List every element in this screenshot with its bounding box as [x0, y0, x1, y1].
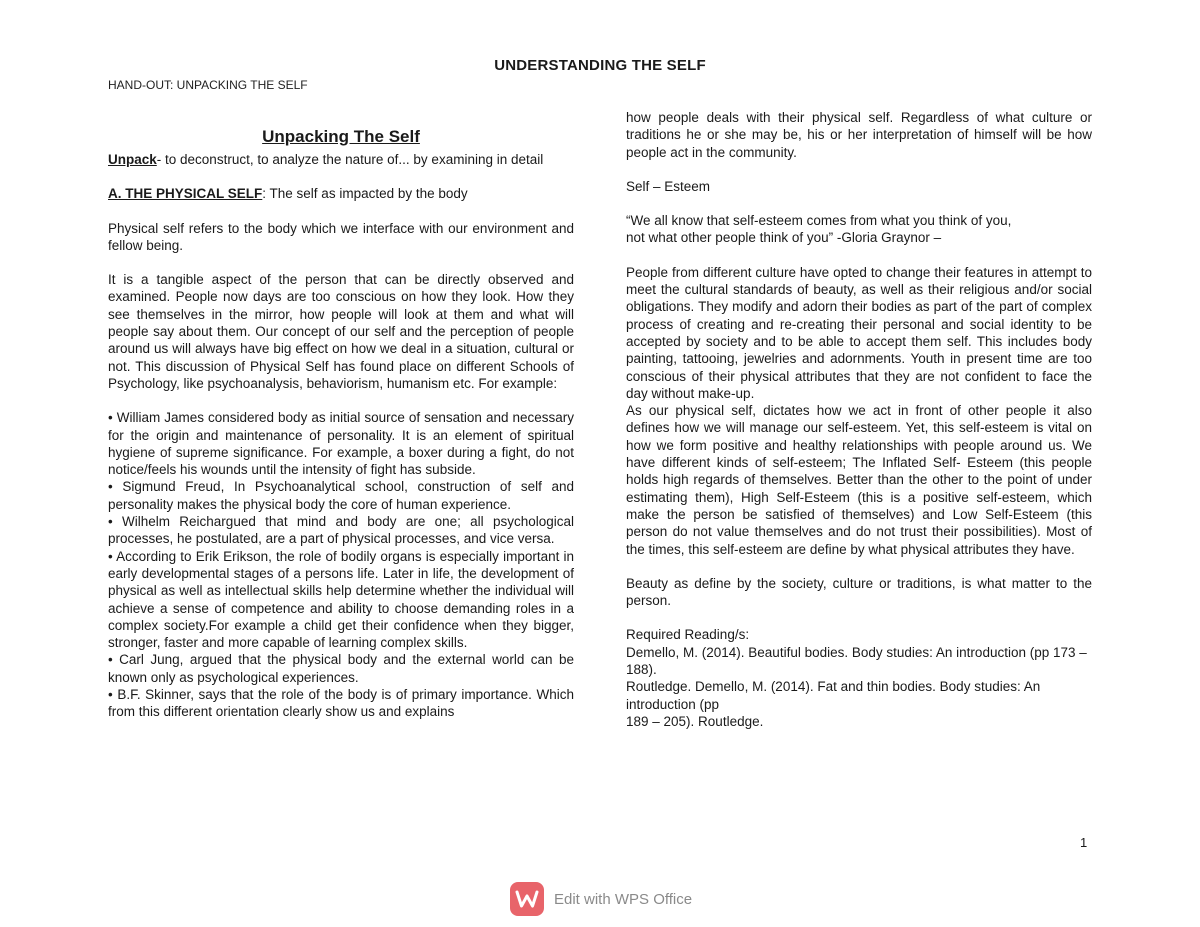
definition-term: Unpack	[108, 152, 157, 167]
paragraph-physical-self: Physical self refers to the body which we interface with our environment and fellow being.	[108, 220, 574, 253]
physical-self-heading	[108, 185, 574, 202]
document-title: UNDERSTANDING THE SELF	[494, 57, 706, 74]
paragraph-culture: People from different culture have opted to change their features in attempt to meet the cultural standards of beauty, as well as their religious and/or social obligations. They modify and adorn their bodies as part of the part of complex process of creating and re-creating their personal and social identity to be accepted by society and to be able to accept them self. This includes body painting, tattooing, jewelries and adornments. Youth in present time are too conscious of their physical attributes that they are not confident to face the day without make-up.	[626, 264, 1092, 401]
bullet-bf-skinner: • B.F. Skinner, says that the role of the body is of primary importance. Which from this different orientation clearly show us and explains	[108, 687, 574, 720]
document-header: HAND-OUT: UNPACKING THE SELF	[108, 78, 308, 92]
required-reading-label: Required Reading/s:	[626, 627, 750, 643]
page-number: 1	[1080, 835, 1088, 850]
quote-line-1: “We all know that self-esteem comes from what you think of you,	[626, 213, 1012, 229]
paragraph-self-esteem: As our physical self, dictates how we act in front of other people it also defines how we will manage our self-esteem. Yet, this self-esteem is vital on how we form positive and healthy relationships with people around us. We have different kinds of self-esteem; The Inflated Self- Esteem (this people holds high regards of themselves. Better than the other to the point of under estimating them), High Self-Esteem (this is a positive self-esteem, which make the person be satisfied of themselves) and Low Self-Esteem (this person do not value themselves and do not trust their possibilities). Most of the times, this self-esteem are define by what physical attributes they have.	[626, 403, 1092, 557]
physical-self-label: A. THE PHYSICAL SELF	[108, 186, 263, 202]
wps-logo-icon	[510, 882, 544, 916]
left-column	[108, 127, 574, 721]
section-heading: Unpacking The Self	[262, 127, 420, 146]
wps-edit-banner[interactable]	[510, 882, 692, 916]
bullet-sigmund-freud: • Sigmund Freud, In Psychoanalytical school, construction of self and personality makes the physical body the core of human experience.	[108, 479, 574, 512]
wps-w-glyph-icon	[515, 889, 539, 909]
wps-edit-text[interactable]: Edit with WPS Office	[554, 890, 693, 908]
definition-paragraph	[108, 151, 574, 168]
bullet-carl-jung: • Carl Jung, argued that the physical body and the external world can be known only as psychological experiences.	[108, 652, 574, 685]
bullet-erik-erikson: • According to Erik Erikson, the role of bodily organs is especially important in early developmental stages of a persons life. Later in life, the development of physical as well as intellectual skills help determine whether the individual will achieve a sense of competence and ability to choose demanding roles in a complex society.For example a child get their confidence when they bigger, stronger, faster and more capable of learning complex skills.	[108, 548, 574, 651]
self-esteem-heading: Self – Esteem	[626, 178, 711, 194]
definition-text: - to deconstruct, to analyze the nature of... by examining in detail	[156, 152, 544, 167]
reference-1: Demello, M. (2014). Beautiful bodies. Body studies: An introduction (pp 173 – 188).	[626, 644, 1087, 678]
reference-2: Routledge. Demello, M. (2014). Fat and thin bodies. Body studies: An introduction (pp	[626, 679, 1041, 712]
physical-self-subtitle: : The self as impacted by the body	[262, 186, 468, 202]
paragraph-tangible-aspect: It is a tangible aspect of the person that can be directly observed and examined. People now days are too conscious on how they look. How they see themselves in the mirror, how people will look at them and what will people say about them. Our concept of our self and the perception of people around us will always have big effect on how we deal in a situation, cultural or not. This discussion of Physical Self has found place on different Schools of Psychology, like psychoanalysis, behaviorism, humanism etc. For example:	[108, 272, 574, 391]
right-column	[626, 109, 1092, 730]
reference-3: 189 – 205). Routledge.	[626, 713, 764, 729]
bullet-wilhelm-reich: • Wilhelm Reichargued that mind and body are one; all psychological processes, he postulated, are a part of physical processes, and vice versa.	[108, 514, 574, 547]
quote-line-2: not what other people think of you” -Gloria Graynor –	[626, 230, 942, 246]
bullet-william-james: • William James considered body as initial source of sensation and necessary for the origin and maintenance of personality. It is an element of spiritual hygiene of supreme significance. For example, a boxer during a fight, do not notice/feels his wounds until the intensity of fight has subside.	[108, 410, 574, 478]
paragraph-beauty: Beauty as define by the society, culture or traditions, is what matter to the person.	[626, 575, 1092, 609]
paragraph-continued: how people deals with their physical self. Regardless of what culture or traditions he or she may be, his or her interpretation of himself will be how people act in the community.	[626, 110, 1092, 160]
